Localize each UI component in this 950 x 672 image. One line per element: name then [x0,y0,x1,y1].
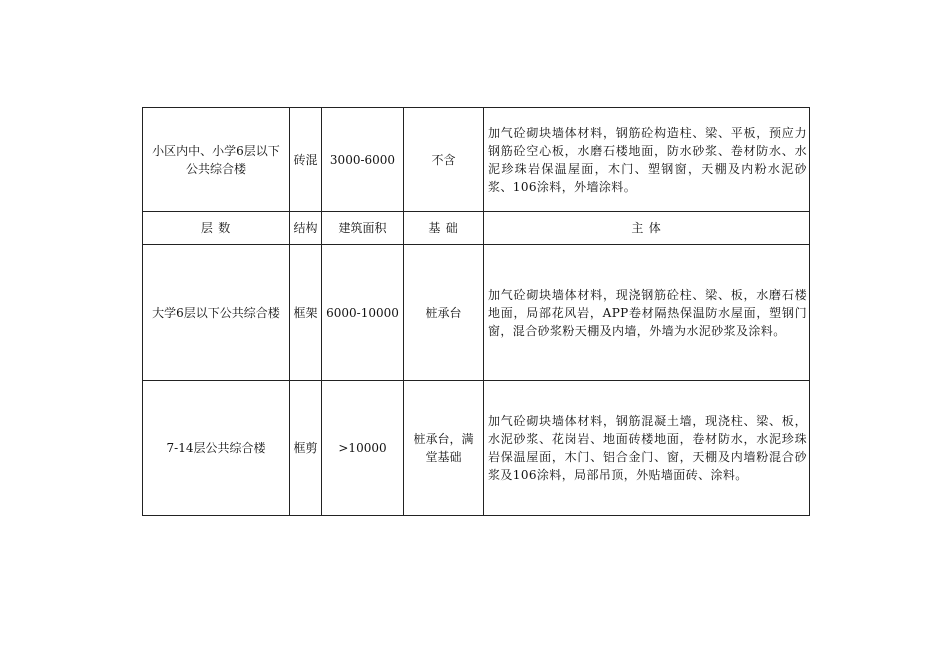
cell-area: >10000 [322,381,404,516]
cell-foundation: 桩承台，满堂基础 [404,381,484,516]
cell-area: 3000-6000 [322,108,404,212]
cell-layers: 小区内中、小学6层以下公共综合楼 [143,108,290,212]
cell-structure: 砖混 [290,108,322,212]
header-area: 建筑面积 [322,212,404,245]
header-structure: 结构 [290,212,322,245]
table-row [143,381,810,516]
cell-structure: 框剪 [290,381,322,516]
construction-spec-table [142,107,810,516]
cell-layers: 7-14层公共综合楼 [143,381,290,516]
cell-main: 加气砼砌块墙体材料，钢筋砼构造柱、梁、平板，预应力钢筋砼空心板，水磨石楼地面，防水砂浆、卷材防水、水泥珍珠岩保温屋面，木门、塑钢窗，天棚及内粉水泥砂浆、106涂料，外墙涂料。 [484,108,810,212]
cell-structure: 框架 [290,245,322,381]
cell-foundation: 桩承台 [404,245,484,381]
header-layers: 层 数 [143,212,290,245]
cell-main: 加气砼砌块墙体材料，现浇钢筋砼柱、梁、板，水磨石楼地面，局部花风岩，APP卷材隔热保温防水屋面，塑钢门窗，混合砂浆粉天棚及内墙，外墙为水泥砂浆及涂料。 [484,245,810,381]
cell-foundation: 不含 [404,108,484,212]
table-row [143,108,810,212]
cell-area: 6000-10000 [322,245,404,381]
cell-main: 加气砼砌块墙体材料，钢筋混凝土墙，现浇柱、梁、板，水泥砂浆、花岗岩、地面砖楼地面，卷材防水，水泥珍珠岩保温屋面，木门、铝合金门、窗，天棚及内墙粉混合砂浆及106涂料，局部吊顶，外贴墙面砖、涂料。 [484,381,810,516]
table-header-row [143,212,810,245]
header-main: 主 体 [484,212,810,245]
header-foundation: 基 础 [404,212,484,245]
cell-layers: 大学6层以下公共综合楼 [143,245,290,381]
table-row [143,245,810,381]
